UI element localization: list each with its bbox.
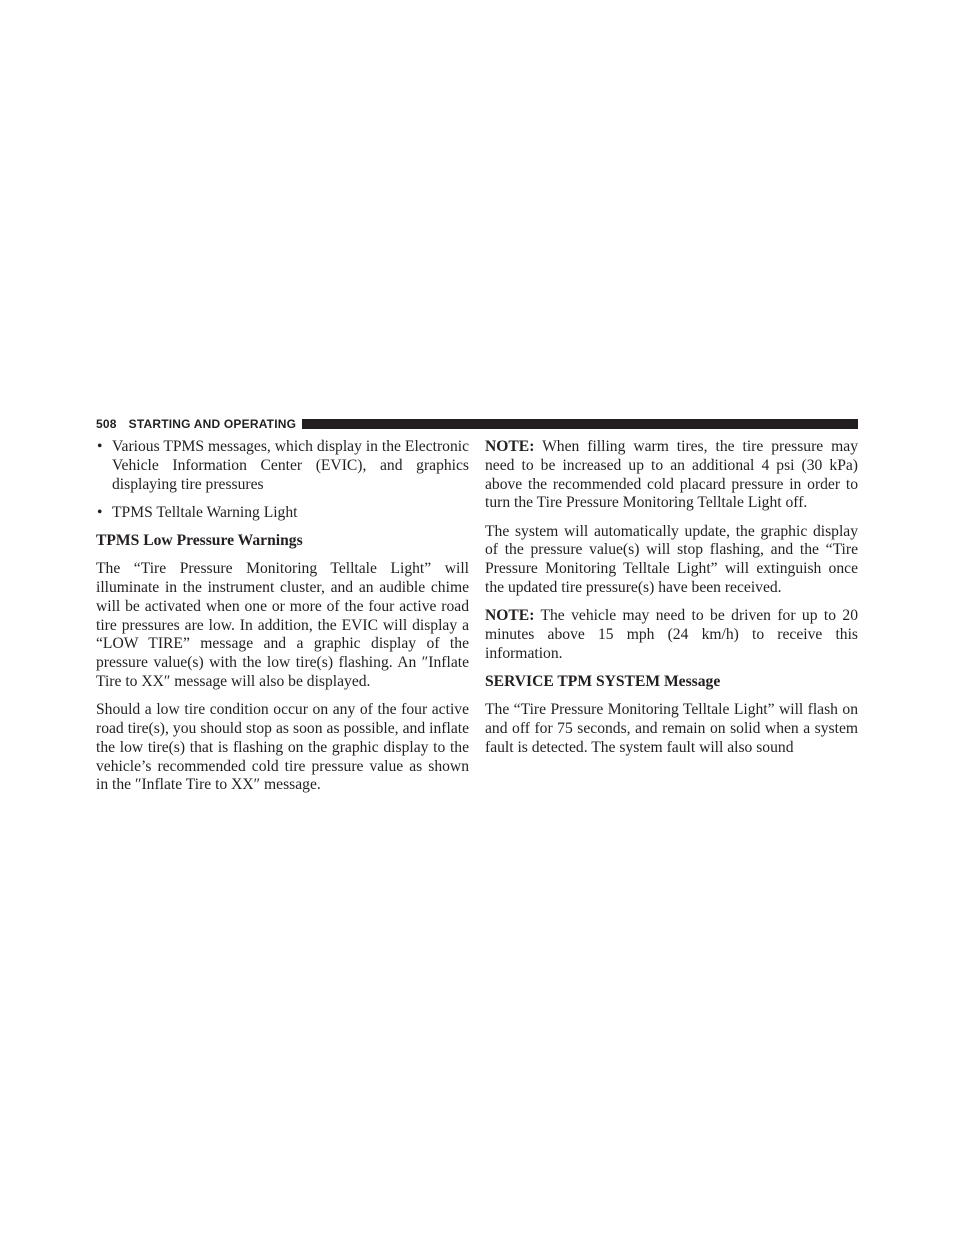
- section-title: STARTING AND OPERATING: [128, 417, 297, 431]
- note-paragraph: [485, 438, 858, 513]
- note-paragraph: [485, 607, 858, 663]
- paragraph: The system will automatically update, the graphic display of the pressure value(s) will stop flashing, and the “Tire Pressure Monitoring Telltale Light” will extinguish once the updated tire pressure(s) have been received.: [485, 522, 858, 596]
- list-item: [96, 438, 469, 494]
- right-column: [485, 438, 858, 767]
- bullet-text: TPMS Telltale Warning Light: [112, 503, 298, 521]
- note-label: NOTE:: [485, 438, 535, 455]
- page-number: 508: [96, 417, 117, 431]
- note-text: When filling warm tires, the tire pressure may need to be increased up to an additional 4 psi (30 kPa) above the recommended cold placard pressure in order to turn the Tire Pressure Monitoring Telltale Light off.: [485, 438, 858, 512]
- bullet-text: Various TPMS messages, which display in the Electronic Vehicle Information Center (EVIC), and graphics displaying tire pressures: [112, 438, 469, 493]
- list-item: [96, 504, 469, 523]
- note-label: NOTE:: [485, 607, 535, 625]
- note-text: The vehicle may need to be driven for up to 20 minutes above 15 mph (24 km/h) to receive this information.: [485, 607, 858, 662]
- bullet-icon: •: [97, 438, 103, 455]
- paragraph: The “Tire Pressure Monitoring Telltale Light” will illuminate in the instrument cluster, and an audible chime will be activated when one or more of the four active road tire pressures are low. In addition, the EVIC will display a “LOW TIRE” message and a graphic display of the pressure value(s) with the low tire(s) flashing. An ″Inflate Tire to XX″ message will also be displayed.: [96, 560, 469, 690]
- header-rule: [302, 419, 858, 429]
- section-heading: TPMS Low Pressure Warnings: [96, 531, 303, 549]
- page-header: [96, 416, 858, 432]
- section-heading: SERVICE TPM SYSTEM Message: [485, 672, 721, 690]
- bullet-icon: •: [97, 503, 103, 521]
- left-column: [96, 438, 469, 805]
- paragraph: The “Tire Pressure Monitoring Telltale Light” will flash on and off for 75 seconds, and remain on solid when a system fault is detected. The system fault will also sound: [485, 701, 858, 756]
- paragraph: Should a low tire condition occur on any of the four active road tire(s), you should stop as soon as possible, and inflate the low tire(s) that is flashing on the graphic display to the vehicle’s recommended cold tire pressure value as shown in the ″Inflate Tire to XX″ message.: [96, 701, 469, 794]
